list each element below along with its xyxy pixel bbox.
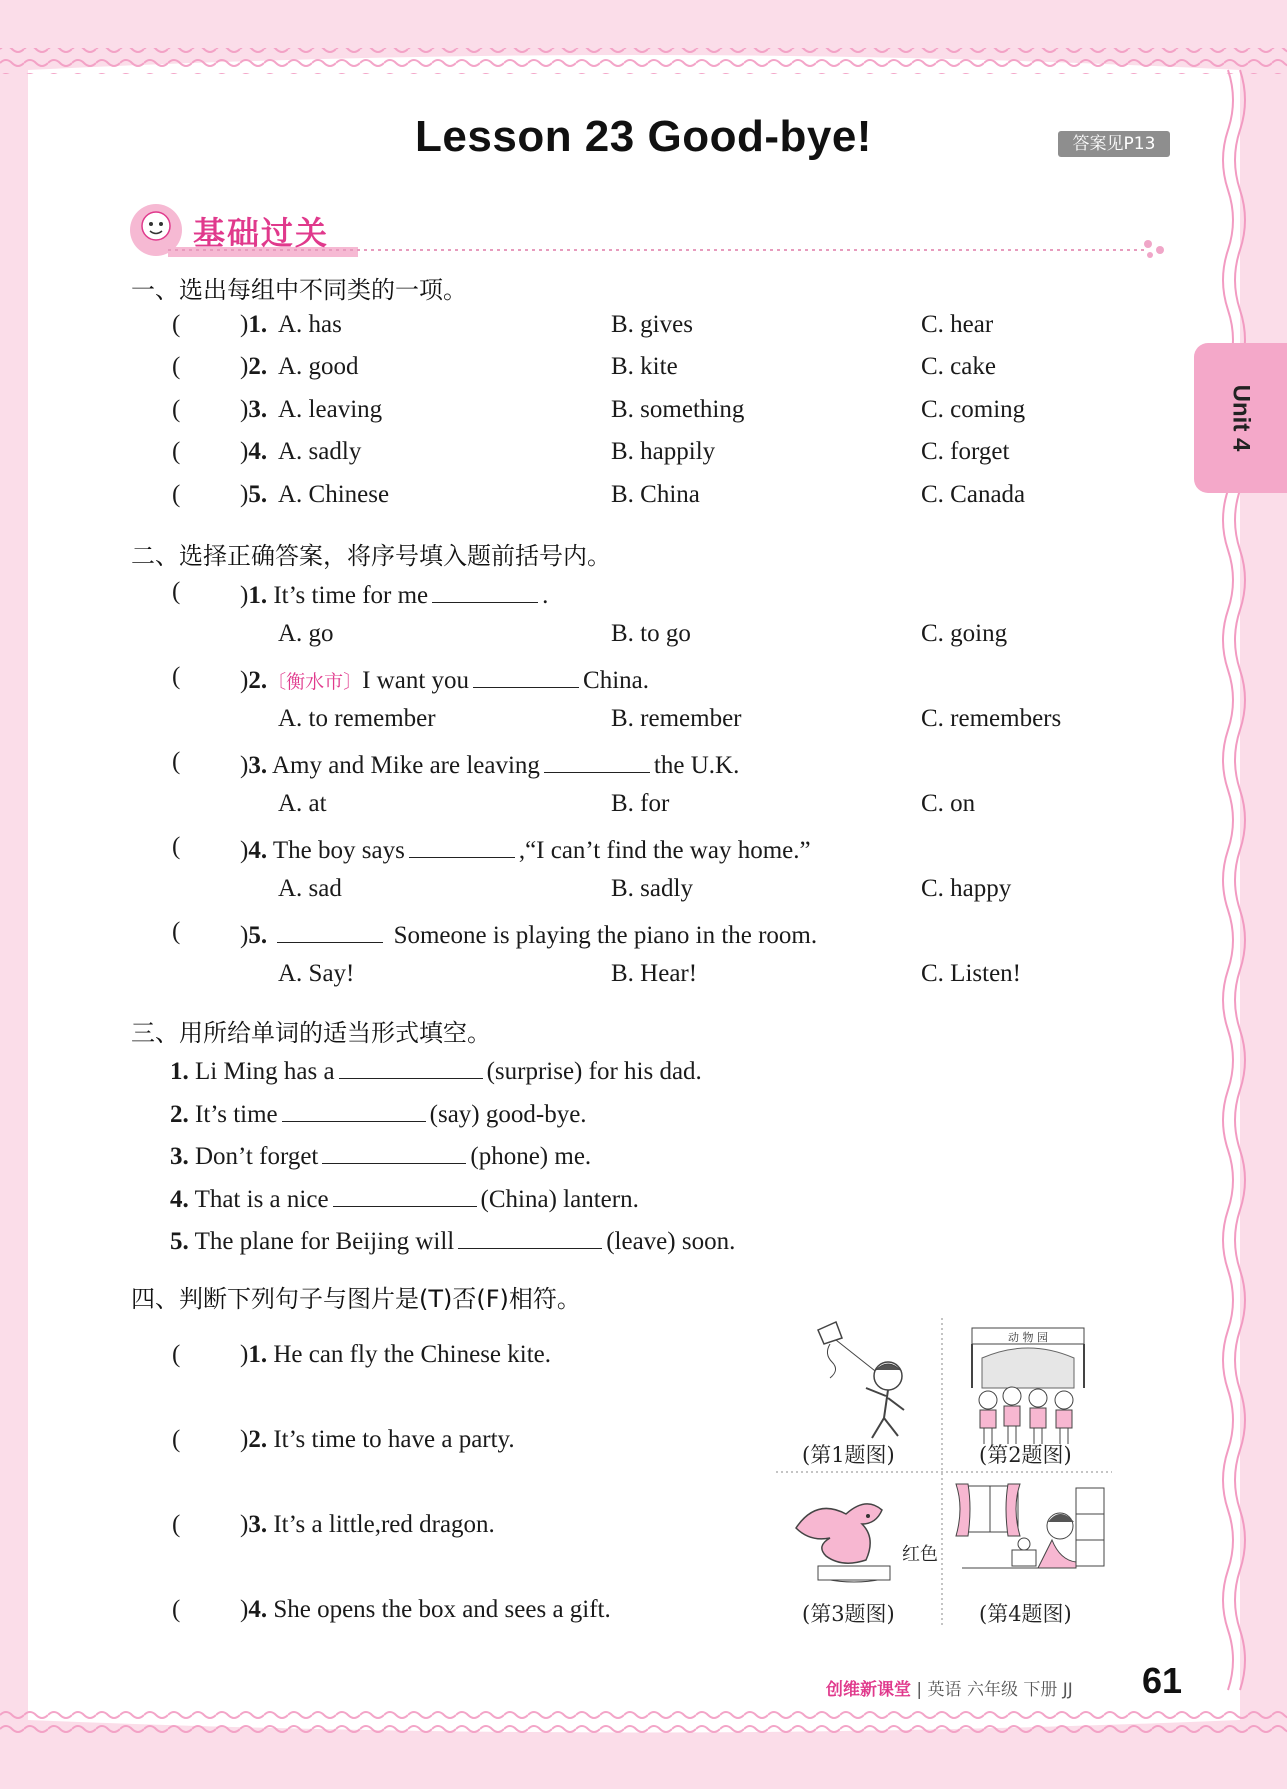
answer-paren-open[interactable]: ( <box>172 481 181 508</box>
part2-heading: 二、选择正确答案，将序号填入题前括号内。 <box>131 542 611 570</box>
question-stem: )1. It’s time for me . <box>240 578 548 610</box>
option-b: B. remember <box>611 705 742 732</box>
answer-blank[interactable] <box>322 1139 466 1164</box>
answer-paren-close: )5. <box>240 481 268 508</box>
option-c: C. Listen! <box>921 960 1021 987</box>
part4-heading: 四、判断下列句子与图片是(T)否(F)相符。 <box>131 1285 581 1313</box>
fill-sentence: 1. Li Ming has a (surprise) for his dad. <box>170 1054 702 1086</box>
option-b: B. to go <box>611 620 691 647</box>
part2-question <box>0 833 1287 867</box>
option-c: C. Canada <box>921 481 1026 508</box>
question-stem: )4. The boy says ,“I can’t find the way home.” <box>240 833 811 865</box>
part2-question <box>0 918 1287 952</box>
answer-paren-open[interactable]: ( <box>172 918 181 945</box>
book-details: 英语 六年级 下册 JJ <box>927 1680 1073 1700</box>
option-c: C. on <box>921 790 976 817</box>
dragon-illustration <box>796 1504 938 1582</box>
zoo-sign-text: 动 物 园 <box>1008 1331 1048 1344</box>
option-a: A. to remember <box>278 705 436 732</box>
part2-options <box>0 705 1287 739</box>
option-b: B. gives <box>611 311 693 338</box>
option-c: C. cake <box>921 353 996 380</box>
part2-question <box>0 578 1287 612</box>
answer-blank[interactable] <box>282 1097 426 1122</box>
answer-blank[interactable] <box>339 1054 483 1079</box>
option-c: C. happy <box>921 875 1012 902</box>
answer-paren-open[interactable]: ( <box>172 833 181 860</box>
question-stem: )2.〔衡水市〕I want you China. <box>240 663 649 695</box>
part3-item <box>0 1097 1287 1131</box>
part3-item <box>0 1139 1287 1173</box>
part2-options <box>0 875 1287 909</box>
red-label: 红色 <box>902 1544 938 1565</box>
part3-item <box>0 1224 1287 1258</box>
unit-tab-label: Unit 4 <box>1227 384 1255 452</box>
option-a: A. good <box>278 353 359 380</box>
part1-item <box>0 353 1287 387</box>
fill-sentence: 2. It’s time (say) good-bye. <box>170 1097 587 1129</box>
fill-sentence: 3. Don’t forget (phone) me. <box>170 1139 591 1171</box>
part3-item <box>0 1054 1287 1088</box>
statement: )4. She opens the box and sees a gift. <box>240 1596 611 1623</box>
picture-grid <box>776 1318 1112 1628</box>
option-a: A. leaving <box>278 396 383 423</box>
question-stem: )3. Amy and Mike are leaving the U.K. <box>240 748 739 780</box>
part1-item <box>0 438 1287 472</box>
answer-paren-open[interactable]: ( <box>172 1511 181 1538</box>
answer-paren-close: )1. <box>240 311 268 338</box>
answer-paren-open[interactable]: ( <box>172 1341 181 1368</box>
answer-reference-badge: 答案见P13 <box>1058 131 1170 157</box>
statement: )3. It’s a little,red dragon. <box>240 1511 495 1538</box>
answer-paren-open[interactable]: ( <box>172 1596 181 1623</box>
part2-options <box>0 790 1287 824</box>
brand-name: 创维新课堂 <box>826 1680 911 1700</box>
answer-paren-open[interactable]: ( <box>172 748 181 775</box>
part2-question <box>0 748 1287 782</box>
part1-item <box>0 311 1287 345</box>
option-b: B. for <box>611 790 670 817</box>
option-b: B. happily <box>611 438 716 465</box>
answer-blank[interactable] <box>409 833 515 858</box>
option-b: B. sadly <box>611 875 693 902</box>
answer-blank[interactable] <box>473 663 579 688</box>
answer-paren-close: )3. <box>240 396 268 423</box>
gift-girl-illustration <box>956 1484 1104 1568</box>
lesson-title: Lesson 23 Good-bye! <box>415 112 872 161</box>
fill-sentence: 5. The plane for Beijing will (leave) soon. <box>170 1224 735 1256</box>
page-number: 61 <box>1142 1660 1183 1701</box>
answer-blank[interactable] <box>544 748 650 773</box>
source-tag: 〔衡水市〕 <box>267 671 363 693</box>
option-c: C. hear <box>921 311 994 338</box>
answer-paren-open[interactable]: ( <box>172 578 181 605</box>
part2-options <box>0 960 1287 994</box>
figure-caption: (第3题图) <box>802 1602 895 1626</box>
answer-paren-open[interactable]: ( <box>172 1426 181 1453</box>
answer-blank[interactable] <box>277 918 383 943</box>
part1-item <box>0 481 1287 515</box>
option-b: B. something <box>611 396 745 423</box>
fill-sentence: 4. That is a nice (China) lantern. <box>170 1182 639 1214</box>
option-c: C. forget <box>921 438 1010 465</box>
option-a: A. Chinese <box>278 481 390 508</box>
option-b: B. kite <box>611 353 678 380</box>
figure-caption: (第2题图) <box>979 1443 1072 1467</box>
option-c: C. going <box>921 620 1008 647</box>
statement: )2. It’s time to have a party. <box>240 1426 515 1453</box>
option-a: A. has <box>278 311 342 338</box>
answer-paren-open[interactable]: ( <box>172 438 181 465</box>
brand-separator: | <box>916 1680 923 1700</box>
answer-paren-close: )4. <box>240 438 268 465</box>
figure-caption: (第1题图) <box>802 1443 895 1467</box>
statement: )1. He can fly the Chinese kite. <box>240 1341 552 1368</box>
section-banner-label: 基础过关 <box>193 214 330 252</box>
answer-paren-close: )2. <box>240 353 268 380</box>
option-a: A. at <box>278 790 327 817</box>
question-stem: )5. Someone is playing the piano in the room. <box>240 918 817 950</box>
option-a: A. sad <box>278 875 342 902</box>
option-a: A. go <box>278 620 334 647</box>
answer-paren-open[interactable]: ( <box>172 311 181 338</box>
option-b: B. Hear! <box>611 960 698 987</box>
part1-heading: 一、选出每组中不同类的一项。 <box>131 276 467 304</box>
option-a: A. Say! <box>278 960 355 987</box>
option-c: C. coming <box>921 396 1026 423</box>
option-b: B. China <box>611 481 700 508</box>
footer-brand <box>826 1675 1073 1700</box>
answer-paren-open[interactable]: ( <box>172 663 181 690</box>
zoo-gate-illustration <box>972 1328 1084 1444</box>
answer-blank[interactable] <box>458 1224 602 1249</box>
part3-item <box>0 1182 1287 1216</box>
part2-options <box>0 620 1287 654</box>
part3-heading: 三、用所给单词的适当形式填空。 <box>131 1019 491 1047</box>
answer-paren-open[interactable]: ( <box>172 396 181 423</box>
part2-question <box>0 663 1287 697</box>
answer-blank[interactable] <box>333 1182 477 1207</box>
option-a: A. sadly <box>278 438 362 465</box>
part1-item <box>0 396 1287 430</box>
kite-boy-illustration <box>818 1322 904 1438</box>
answer-paren-open[interactable]: ( <box>172 353 181 380</box>
answer-blank[interactable] <box>432 578 538 603</box>
figure-caption: (第4题图) <box>979 1602 1072 1626</box>
option-c: C. remembers <box>921 705 1062 732</box>
